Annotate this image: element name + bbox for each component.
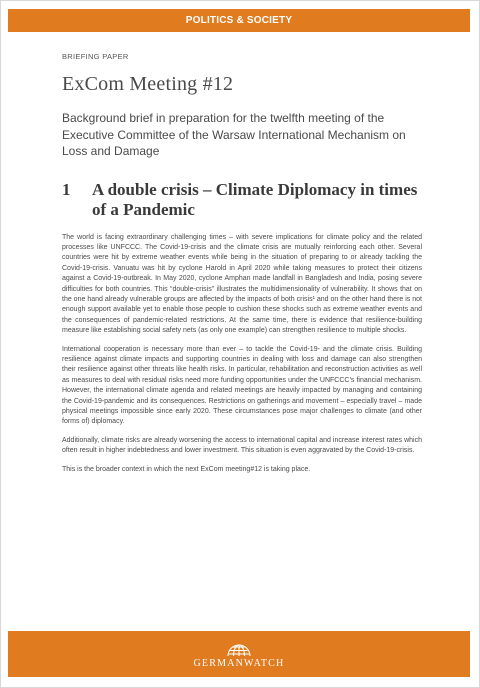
document-content <box>62 52 422 475</box>
globe-icon <box>226 639 252 657</box>
category-banner <box>8 9 470 32</box>
category-label: POLITICS & SOCIETY <box>185 15 293 26</box>
body-paragraph-4: This is the broader context in which the next ExCom meeting#12 is taking place. <box>62 465 311 473</box>
body-paragraph-3: Additionally, climate risks are already worsening the access to international capital and increase interest rates which often result in higher indebtedness and lower investment. This situation is even aggravated by the Covid-19-crisis. <box>62 436 422 455</box>
brand-wordmark: GERMANWATCH <box>193 658 285 669</box>
footer-band <box>8 631 470 677</box>
section-title: A double crisis – Climate Diplomacy in times of a Pandemic <box>92 179 418 219</box>
document-title: ExCom Meeting #12 <box>62 73 234 95</box>
body-paragraph-1: The world is facing extraordinary challenging times – with severe implications for climate policy and the related processes like UNFCCC. The Covid-19-crisis and the climate crisis are mutually reinforcing each other. Several countries were hit by extreme weather events while being in the situation of preparing to or already tackling the Covid-19-crisis. Vanuatu was hit by cyclone Harold in April 2020 while taking measures to protect their citizens against a Covid-19-outbreak. In May 2020, cyclone Amphan made landfall in Bangladesh and India, posing severe difficulties for both countries. This “double-crisis” illustrates the multidimensionality of vulnerability. It shows that on the one hand already vulnerable groups are affected by the impacts of both crisis¹ and on the other hand there is not enough support available yet to enable those people to cushion these shocks such as extreme weather events and the consequences of pandemic-related restrictions. At the same time, there is evidence that resilience-building measure like establishing social safety nets (as only one example) can strengthen resilience to multiple shocks. <box>62 233 422 335</box>
document-subtitle: Background brief in preparation for the twelfth meeting of the Executive Committee of the Warsaw International Mechanism on Loss and Damage <box>62 111 406 158</box>
section-heading <box>62 180 422 221</box>
section-number: 1 <box>62 179 71 199</box>
document-kicker: BRIEFING PAPER <box>62 52 129 61</box>
body-paragraph-2: International cooperation is necessary more than ever – to tackle the Covid-19- and the climate crisis. Building resilience against climate impacts and supporting countries in dealing with loss and damage can also strengthen their resilience against other threats like health risks. In particular, rehabilitation and reconstruction activities as well as measures to deal with residual risks need more funding opportunities under the UNFCCC’s financial mechanism. However, the international climate agenda and related meetings are heavily impacted by managing and containing the Covid-19-pandemic and its consequences. Restrictions on gatherings and movement – especially travel – made physical meetings impossible since early 2020. These circumstances pose major challenges to climate (and other forms of) diplomacy. <box>62 345 422 426</box>
